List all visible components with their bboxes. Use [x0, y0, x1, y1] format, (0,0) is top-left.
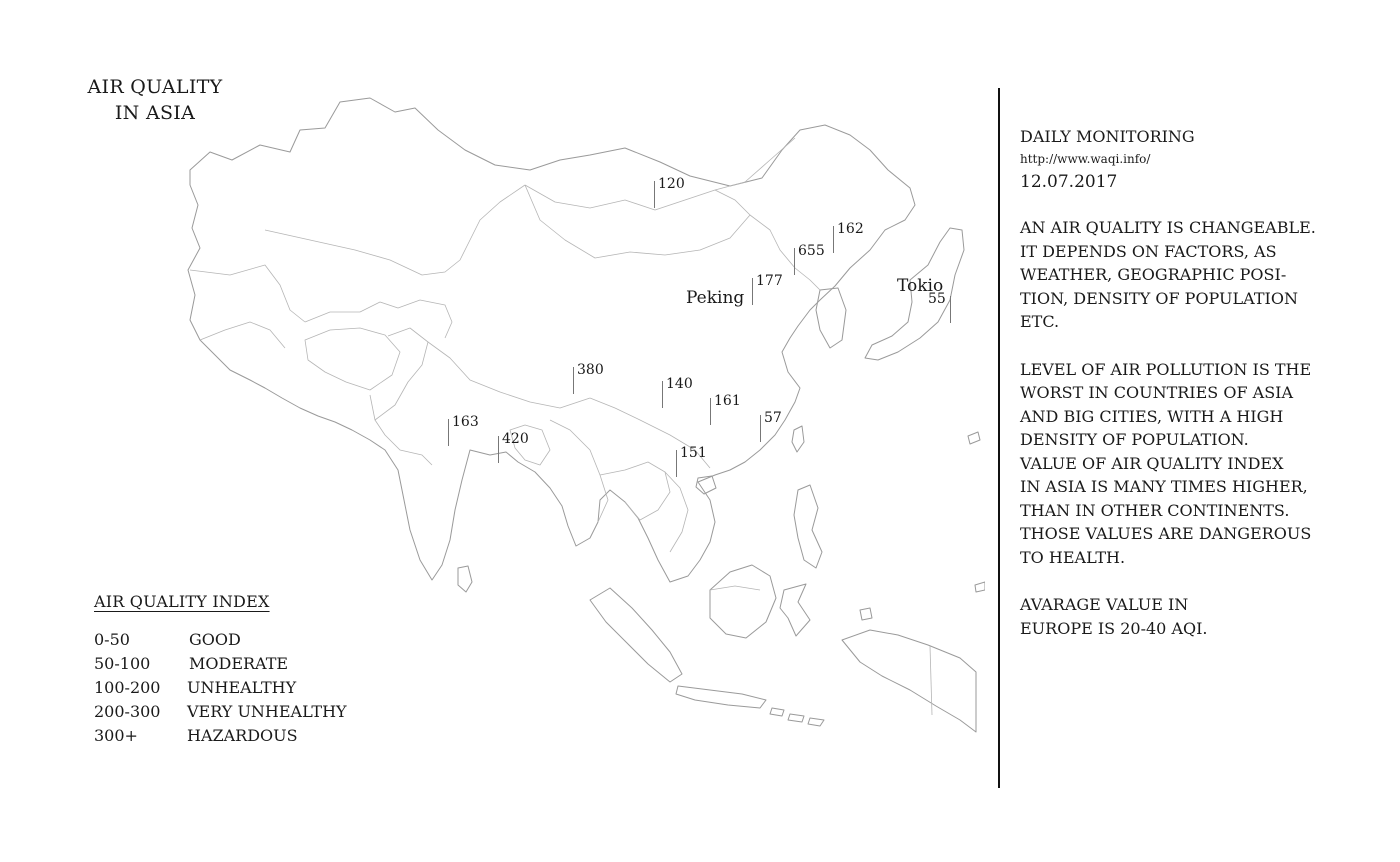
pacific-islands-outline — [968, 432, 985, 592]
paragraph-line: TO HEALTH. — [1020, 547, 1126, 567]
legend-label: UNHEALTHY — [187, 678, 297, 697]
marker-tick — [573, 367, 574, 394]
aqi-value: 151 — [680, 445, 707, 461]
paragraph-line: EUROPE IS 20-40 AQI. — [1020, 618, 1208, 638]
small-islands-outline — [770, 608, 872, 726]
legend-label: HAZARDOUS — [187, 726, 298, 745]
info-sidebar — [1020, 126, 1350, 664]
marker-tick — [676, 450, 677, 477]
paragraph-line: ETC. — [1020, 312, 1060, 331]
paragraph-line: LEVEL OF AIR POLLUTION IS THE — [1020, 359, 1312, 379]
aqi-value: 655 — [798, 243, 825, 259]
marker-tick — [794, 248, 795, 275]
sri-lanka-outline — [458, 566, 472, 592]
java-outline — [676, 686, 766, 708]
paragraph-changeable — [1020, 216, 1350, 334]
title-line-1: AIR QUALITY — [87, 76, 223, 98]
pakistan-border — [370, 328, 428, 420]
source-url: http://www.waqi.info/ — [1020, 152, 1151, 166]
sidebar-heading: DAILY MONITORING — [1020, 127, 1195, 146]
korea-outline — [816, 288, 846, 348]
taiwan-outline — [792, 426, 804, 452]
new-guinea-outline — [842, 630, 976, 732]
paragraph-line: VALUE OF AIR QUALITY INDEX — [1020, 453, 1284, 473]
vietnam-border — [665, 472, 688, 552]
mongolia-border — [525, 185, 750, 258]
paragraph-line: IN ASIA IS MANY TIMES HIGHER, — [1020, 477, 1308, 496]
legend-row — [94, 724, 394, 748]
paragraph-line: IT DEPENDS ON FACTORS, AS — [1020, 241, 1277, 261]
paragraph-line: DENSITY OF POPULATION. — [1020, 430, 1249, 449]
legend-label: VERY UNHEALTHY — [187, 702, 347, 721]
marker-tick — [760, 415, 761, 442]
sulawesi-outline — [780, 584, 810, 636]
aqi-value: 57 — [764, 410, 782, 426]
marker-tick — [710, 398, 711, 425]
legend-range: 50-100 — [94, 654, 151, 673]
legend-row — [94, 676, 394, 700]
aqi-value: 161 — [714, 393, 741, 409]
papua-border — [930, 646, 932, 715]
city-label-tokio: Tokio — [897, 276, 944, 296]
title-line-2: IN ASIA — [114, 102, 196, 124]
aqi-legend — [94, 592, 394, 748]
paragraph-line: AVARAGE VALUE IN — [1020, 595, 1189, 614]
afghanistan-border — [305, 328, 400, 390]
borneo-outline — [710, 565, 776, 638]
paragraph-line: WEATHER, GEOGRAPHIC POSI- — [1020, 265, 1287, 284]
aqi-value: 162 — [837, 221, 864, 237]
paragraph-line: AN AIR QUALITY IS CHANGEABLE. — [1020, 218, 1316, 237]
aqi-value: 55 — [928, 291, 946, 307]
aqi-value: 177 — [756, 273, 783, 289]
aqi-value: 120 — [658, 176, 685, 192]
paragraph-line: AND BIG CITIES, WITH A HIGH — [1020, 406, 1284, 426]
india-north-border — [428, 342, 590, 408]
paragraph-pollution — [1020, 358, 1350, 570]
legend-range: 200-300 — [94, 702, 161, 721]
russia-south-border — [715, 138, 795, 190]
legend-range: 0-50 — [94, 630, 130, 649]
central-asia-border — [305, 300, 452, 338]
legend-range: 300+ — [94, 726, 138, 745]
india-west-border — [375, 420, 432, 465]
paragraph-line: TION, DENSITY OF POPULATION — [1020, 288, 1298, 308]
marker-tick — [498, 436, 499, 463]
legend-label: GOOD — [189, 630, 241, 649]
paragraph-line: THOSE VALUES ARE DANGEROUS — [1020, 524, 1312, 543]
legend-row — [94, 652, 394, 676]
monitoring-date: 12.07.2017 — [1020, 172, 1118, 192]
malaysia-border — [710, 586, 760, 590]
legend-title: AIR QUALITY INDEX — [94, 592, 270, 611]
paragraph-europe — [1020, 593, 1350, 640]
legend-row — [94, 628, 394, 652]
city-label-peking: Peking — [686, 288, 745, 308]
paragraph-line: THAN IN OTHER CONTINENTS. — [1020, 500, 1290, 520]
mainland-coastline — [188, 98, 915, 582]
marker-tick — [752, 278, 753, 305]
vertical-divider — [998, 88, 1000, 788]
marker-tick — [448, 419, 449, 446]
legend-row — [94, 700, 394, 724]
marker-tick — [950, 296, 951, 323]
aqi-value: 163 — [452, 414, 479, 430]
paragraph-line: WORST IN COUNTRIES OF ASIA — [1020, 383, 1294, 402]
legend-range: 100-200 — [94, 678, 161, 697]
iran-border — [190, 265, 305, 322]
marker-tick — [654, 181, 655, 208]
legend-label: MODERATE — [189, 654, 289, 673]
marker-tick — [662, 381, 663, 408]
aqi-value: 140 — [666, 376, 693, 392]
philippines-outline — [794, 485, 822, 568]
arabia-border — [200, 322, 285, 348]
aqi-value: 420 — [502, 431, 529, 447]
marker-tick — [833, 226, 834, 253]
kazakhstan-border — [265, 185, 525, 275]
aqi-value: 380 — [577, 362, 604, 378]
sumatra-outline — [590, 588, 682, 682]
